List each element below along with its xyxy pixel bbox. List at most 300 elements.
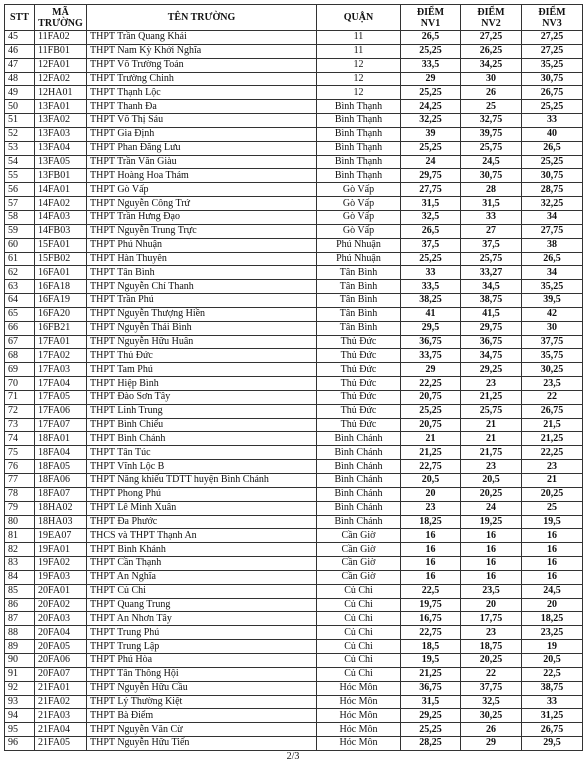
row-stt: 92: [5, 681, 35, 695]
row-school-name: THPT Phan Đăng Lưu: [87, 141, 317, 155]
row-school-code: 21FA02: [35, 695, 87, 709]
row-school-name: THPT Đa Phước: [87, 515, 317, 529]
row-score-nv2: 31,5: [461, 197, 522, 211]
table-row: [5, 141, 583, 155]
row-school-code: 18HA02: [35, 501, 87, 515]
table-row: [5, 737, 583, 751]
row-district: Bình Thạnh: [317, 141, 401, 155]
row-district: Bình Thạnh: [317, 114, 401, 128]
row-stt: 50: [5, 100, 35, 114]
row-district: Củ Chi: [317, 584, 401, 598]
table-row: [5, 709, 583, 723]
row-stt: 52: [5, 127, 35, 141]
header-school-name: TÊN TRƯỜNG: [87, 5, 317, 31]
row-score-nv1: 38,25: [401, 294, 461, 308]
row-score-nv3: 23: [522, 460, 583, 474]
row-score-nv2: 25,75: [461, 404, 522, 418]
row-score-nv2: 23: [461, 626, 522, 640]
row-school-name: THPT Linh Trung: [87, 404, 317, 418]
row-stt: 86: [5, 598, 35, 612]
row-school-name: THPT Bình Chánh: [87, 432, 317, 446]
row-stt: 79: [5, 501, 35, 515]
row-score-nv1: 16: [401, 529, 461, 543]
row-score-nv3: 24,5: [522, 584, 583, 598]
row-stt: 48: [5, 72, 35, 86]
row-score-nv1: 36,75: [401, 681, 461, 695]
row-stt: 68: [5, 349, 35, 363]
row-stt: 69: [5, 363, 35, 377]
table-row: [5, 418, 583, 432]
row-score-nv2: 29,75: [461, 321, 522, 335]
row-district: Hóc Môn: [317, 681, 401, 695]
row-school-name: THPT Nguyễn Trung Trực: [87, 224, 317, 238]
row-score-nv3: 21: [522, 474, 583, 488]
row-score-nv1: 25,25: [401, 404, 461, 418]
row-school-name: THPT Võ Trường Toản: [87, 58, 317, 72]
row-score-nv3: 39,5: [522, 294, 583, 308]
row-score-nv3: 25,25: [522, 100, 583, 114]
row-score-nv1: 27,75: [401, 183, 461, 197]
table-row: [5, 404, 583, 418]
row-score-nv3: 40: [522, 127, 583, 141]
row-district: 12: [317, 58, 401, 72]
row-school-code: 17FA02: [35, 349, 87, 363]
row-school-name: THPT Bình Khánh: [87, 543, 317, 557]
row-stt: 83: [5, 557, 35, 571]
row-district: Thủ Đức: [317, 418, 401, 432]
row-score-nv2: 17,75: [461, 612, 522, 626]
row-score-nv1: 18,25: [401, 515, 461, 529]
row-score-nv1: 20,5: [401, 474, 461, 488]
row-score-nv1: 25,25: [401, 723, 461, 737]
row-score-nv3: 27,75: [522, 224, 583, 238]
row-district: Hóc Môn: [317, 737, 401, 751]
row-score-nv2: 34,75: [461, 349, 522, 363]
row-school-name: THPT Nam Kỳ Khởi Nghĩa: [87, 44, 317, 58]
table-row: [5, 266, 583, 280]
row-score-nv3: 34: [522, 210, 583, 224]
table-row: [5, 58, 583, 72]
table-row: [5, 377, 583, 391]
row-school-code: 18FA04: [35, 446, 87, 460]
row-district: Bình Chánh: [317, 515, 401, 529]
table-row: [5, 72, 583, 86]
row-score-nv1: 31,5: [401, 197, 461, 211]
row-school-code: 14FA02: [35, 197, 87, 211]
row-school-code: 14FA03: [35, 210, 87, 224]
row-score-nv1: 26,5: [401, 224, 461, 238]
row-score-nv2: 18,75: [461, 640, 522, 654]
row-score-nv2: 33,27: [461, 266, 522, 280]
row-score-nv1: 32,5: [401, 210, 461, 224]
row-district: Bình Chánh: [317, 501, 401, 515]
row-school-code: 17FA06: [35, 404, 87, 418]
row-score-nv1: 22,25: [401, 377, 461, 391]
row-school-code: 17FA05: [35, 390, 87, 404]
table-row: [5, 557, 583, 571]
row-district: Củ Chi: [317, 667, 401, 681]
row-school-code: 15FB02: [35, 252, 87, 266]
row-school-code: 18FA05: [35, 460, 87, 474]
row-score-nv1: 33: [401, 266, 461, 280]
row-school-name: THPT Trần Phú: [87, 294, 317, 308]
row-stt: 56: [5, 183, 35, 197]
row-school-code: 17FA04: [35, 377, 87, 391]
row-score-nv3: 34: [522, 266, 583, 280]
row-school-name: THPT Vĩnh Lộc B: [87, 460, 317, 474]
row-district: Hóc Môn: [317, 695, 401, 709]
row-district: Thủ Đức: [317, 390, 401, 404]
table-row: [5, 210, 583, 224]
row-school-code: 12FA01: [35, 58, 87, 72]
table-row: [5, 197, 583, 211]
table-row: [5, 321, 583, 335]
row-score-nv2: 23: [461, 377, 522, 391]
row-school-name: THPT Trung Lập: [87, 640, 317, 654]
row-school-code: 18FA06: [35, 474, 87, 488]
row-stt: 62: [5, 266, 35, 280]
row-score-nv3: 35,25: [522, 58, 583, 72]
score-table-sheet: [4, 4, 583, 751]
row-score-nv1: 32,25: [401, 114, 461, 128]
row-school-code: 16FA19: [35, 294, 87, 308]
table-row: [5, 515, 583, 529]
row-school-code: 19FA01: [35, 543, 87, 557]
row-score-nv1: 31,5: [401, 695, 461, 709]
table-row: [5, 169, 583, 183]
row-stt: 53: [5, 141, 35, 155]
row-score-nv3: 16: [522, 570, 583, 584]
row-school-name: THPT An Nghĩa: [87, 570, 317, 584]
row-score-nv2: 41,5: [461, 307, 522, 321]
row-district: Bình Thạnh: [317, 127, 401, 141]
row-score-nv2: 22: [461, 667, 522, 681]
row-score-nv1: 16: [401, 543, 461, 557]
row-school-name: THPT Hàn Thuyên: [87, 252, 317, 266]
row-school-name: THPT Gò Vấp: [87, 183, 317, 197]
row-school-code: 20FA06: [35, 653, 87, 667]
row-stt: 46: [5, 44, 35, 58]
row-score-nv3: 27,25: [522, 44, 583, 58]
row-score-nv3: 38,75: [522, 681, 583, 695]
row-stt: 80: [5, 515, 35, 529]
row-school-name: THCS và THPT Thạnh An: [87, 529, 317, 543]
row-stt: 45: [5, 31, 35, 45]
row-school-code: 21FA04: [35, 723, 87, 737]
row-score-nv3: 20: [522, 598, 583, 612]
table-row: [5, 238, 583, 252]
table-row: [5, 390, 583, 404]
row-score-nv3: 35,75: [522, 349, 583, 363]
row-stt: 74: [5, 432, 35, 446]
row-score-nv2: 24,5: [461, 155, 522, 169]
row-school-code: 13FA01: [35, 100, 87, 114]
row-score-nv1: 26,5: [401, 31, 461, 45]
row-school-code: 16FA20: [35, 307, 87, 321]
table-row: [5, 252, 583, 266]
row-score-nv1: 23: [401, 501, 461, 515]
row-school-name: THPT Phú Nhuận: [87, 238, 317, 252]
page-number: 2/3: [286, 751, 300, 762]
row-score-nv3: 21,25: [522, 432, 583, 446]
row-stt: 77: [5, 474, 35, 488]
row-score-nv2: 26,25: [461, 44, 522, 58]
row-school-code: 18FA07: [35, 487, 87, 501]
row-district: Tân Bình: [317, 280, 401, 294]
row-score-nv1: 29: [401, 72, 461, 86]
row-score-nv2: 21,25: [461, 390, 522, 404]
row-score-nv3: 18,25: [522, 612, 583, 626]
row-score-nv2: 20: [461, 598, 522, 612]
table-row: [5, 86, 583, 100]
row-score-nv1: 25,25: [401, 141, 461, 155]
row-district: Thủ Đức: [317, 404, 401, 418]
table-row: [5, 626, 583, 640]
row-stt: 96: [5, 737, 35, 751]
row-school-code: 15FA01: [35, 238, 87, 252]
row-score-nv3: 25: [522, 501, 583, 515]
row-stt: 85: [5, 584, 35, 598]
row-score-nv2: 30,25: [461, 709, 522, 723]
row-school-code: 12HA01: [35, 86, 87, 100]
row-school-name: THPT Nguyễn Hữu Tiến: [87, 737, 317, 751]
row-score-nv3: 35,25: [522, 280, 583, 294]
row-school-code: 18FA01: [35, 432, 87, 446]
row-stt: 73: [5, 418, 35, 432]
row-stt: 93: [5, 695, 35, 709]
table-row: [5, 335, 583, 349]
row-score-nv2: 32,5: [461, 695, 522, 709]
row-school-code: 12FA02: [35, 72, 87, 86]
table-row: [5, 723, 583, 737]
row-school-name: THPT Bình Chiểu: [87, 418, 317, 432]
table-row: [5, 681, 583, 695]
row-score-nv3: 30: [522, 321, 583, 335]
row-stt: 84: [5, 570, 35, 584]
row-score-nv3: 37,75: [522, 335, 583, 349]
row-school-code: 17FA03: [35, 363, 87, 377]
row-school-name: THPT Tân Thông Hội: [87, 667, 317, 681]
row-school-name: THPT Thạnh Lộc: [87, 86, 317, 100]
row-score-nv1: 21: [401, 432, 461, 446]
row-score-nv2: 34,25: [461, 58, 522, 72]
row-school-code: 20FA04: [35, 626, 87, 640]
row-score-nv1: 20: [401, 487, 461, 501]
row-stt: 66: [5, 321, 35, 335]
row-score-nv3: 38: [522, 238, 583, 252]
row-district: Gò Vấp: [317, 210, 401, 224]
row-school-name: THPT Trần Quang Khải: [87, 31, 317, 45]
row-school-code: 19FA02: [35, 557, 87, 571]
row-score-nv1: 16: [401, 570, 461, 584]
row-stt: 47: [5, 58, 35, 72]
row-score-nv2: 24: [461, 501, 522, 515]
row-score-nv1: 22,75: [401, 626, 461, 640]
row-school-code: 13FA03: [35, 127, 87, 141]
row-stt: 67: [5, 335, 35, 349]
row-score-nv1: 36,75: [401, 335, 461, 349]
row-stt: 82: [5, 543, 35, 557]
row-school-code: 13FA02: [35, 114, 87, 128]
table-row: [5, 584, 583, 598]
row-stt: 51: [5, 114, 35, 128]
row-district: 11: [317, 44, 401, 58]
row-score-nv2: 16: [461, 557, 522, 571]
row-score-nv3: 16: [522, 543, 583, 557]
row-school-code: 20FA07: [35, 667, 87, 681]
row-score-nv2: 33: [461, 210, 522, 224]
row-stt: 89: [5, 640, 35, 654]
row-stt: 88: [5, 626, 35, 640]
row-score-nv2: 25,75: [461, 252, 522, 266]
table-row: [5, 598, 583, 612]
row-school-code: 13FA04: [35, 141, 87, 155]
row-district: Phú Nhuận: [317, 252, 401, 266]
row-score-nv3: 16: [522, 557, 583, 571]
table-row: [5, 695, 583, 709]
row-stt: 49: [5, 86, 35, 100]
table-body: [5, 31, 583, 751]
row-score-nv3: 42: [522, 307, 583, 321]
row-score-nv1: 29,5: [401, 321, 461, 335]
row-school-name: THPT Võ Thị Sáu: [87, 114, 317, 128]
row-score-nv2: 39,75: [461, 127, 522, 141]
row-school-name: THPT Nguyễn Chí Thanh: [87, 280, 317, 294]
table-row: [5, 487, 583, 501]
row-score-nv2: 21,75: [461, 446, 522, 460]
row-score-nv1: 39: [401, 127, 461, 141]
row-district: Tân Bình: [317, 307, 401, 321]
row-score-nv1: 22,75: [401, 460, 461, 474]
table-row: [5, 612, 583, 626]
row-score-nv3: 22,5: [522, 667, 583, 681]
row-district: Bình Thạnh: [317, 169, 401, 183]
row-score-nv2: 16: [461, 529, 522, 543]
row-score-nv3: 26,75: [522, 723, 583, 737]
row-district: Củ Chi: [317, 640, 401, 654]
row-school-code: 11FA02: [35, 31, 87, 45]
row-district: 11: [317, 31, 401, 45]
row-score-nv1: 25,25: [401, 86, 461, 100]
row-stt: 76: [5, 460, 35, 474]
row-school-name: THPT Tân Bình: [87, 266, 317, 280]
header-stt: STT: [5, 5, 35, 31]
table-row: [5, 570, 583, 584]
row-score-nv2: 38,75: [461, 294, 522, 308]
row-district: Bình Chánh: [317, 487, 401, 501]
row-district: Thủ Đức: [317, 377, 401, 391]
row-school-name: THPT Tam Phú: [87, 363, 317, 377]
row-score-nv1: 16,75: [401, 612, 461, 626]
row-score-nv3: 23,5: [522, 377, 583, 391]
row-score-nv1: 24,25: [401, 100, 461, 114]
row-score-nv1: 29,75: [401, 169, 461, 183]
row-school-code: 18HA03: [35, 515, 87, 529]
row-school-name: THPT Lý Thường Kiệt: [87, 695, 317, 709]
row-score-nv3: 19,5: [522, 515, 583, 529]
row-school-code: 21FA01: [35, 681, 87, 695]
row-school-code: 21FA05: [35, 737, 87, 751]
row-school-name: THPT Bà Điểm: [87, 709, 317, 723]
row-school-name: THPT Nguyễn Công Trứ: [87, 197, 317, 211]
row-school-code: 20FA05: [35, 640, 87, 654]
row-stt: 78: [5, 487, 35, 501]
header-score-nv1: ĐIỂM NV1: [401, 5, 461, 31]
row-score-nv1: 24: [401, 155, 461, 169]
row-school-code: 16FB21: [35, 321, 87, 335]
row-district: Hóc Môn: [317, 709, 401, 723]
row-district: Củ Chi: [317, 626, 401, 640]
row-score-nv2: 21: [461, 418, 522, 432]
row-school-code: 16FA01: [35, 266, 87, 280]
row-school-name: THPT Củ Chi: [87, 584, 317, 598]
table-row: [5, 307, 583, 321]
row-score-nv2: 27,25: [461, 31, 522, 45]
row-district: Gò Vấp: [317, 183, 401, 197]
row-score-nv3: 22: [522, 390, 583, 404]
row-score-nv3: 21,5: [522, 418, 583, 432]
row-stt: 87: [5, 612, 35, 626]
table-row: [5, 529, 583, 543]
row-score-nv2: 26: [461, 723, 522, 737]
row-district: Thủ Đức: [317, 363, 401, 377]
row-stt: 91: [5, 667, 35, 681]
row-score-nv2: 30: [461, 72, 522, 86]
table-header-row: [5, 5, 583, 31]
row-school-name: THPT Cần Thạnh: [87, 557, 317, 571]
row-score-nv3: 26,75: [522, 86, 583, 100]
row-score-nv3: 20,25: [522, 487, 583, 501]
row-score-nv1: 21,25: [401, 446, 461, 460]
row-stt: 81: [5, 529, 35, 543]
row-stt: 70: [5, 377, 35, 391]
row-score-nv1: 19,5: [401, 653, 461, 667]
table-row: [5, 114, 583, 128]
row-score-nv3: 30,75: [522, 169, 583, 183]
row-score-nv2: 23: [461, 460, 522, 474]
row-score-nv2: 21: [461, 432, 522, 446]
row-school-name: THPT Nguyễn Hữu Huân: [87, 335, 317, 349]
table-row: [5, 183, 583, 197]
row-stt: 64: [5, 294, 35, 308]
row-score-nv2: 34,5: [461, 280, 522, 294]
row-score-nv3: 19: [522, 640, 583, 654]
row-score-nv2: 20,25: [461, 487, 522, 501]
row-score-nv2: 26: [461, 86, 522, 100]
row-stt: 94: [5, 709, 35, 723]
table-row: [5, 653, 583, 667]
row-score-nv2: 16: [461, 570, 522, 584]
row-score-nv3: 31,25: [522, 709, 583, 723]
row-school-name: THPT Đào Sơn Tây: [87, 390, 317, 404]
row-score-nv2: 16: [461, 543, 522, 557]
table-row: [5, 280, 583, 294]
row-school-name: THPT Nguyễn Hữu Cầu: [87, 681, 317, 695]
row-school-name: THPT Trần Hưng Đạo: [87, 210, 317, 224]
row-score-nv2: 27: [461, 224, 522, 238]
row-stt: 55: [5, 169, 35, 183]
row-school-code: 21FA03: [35, 709, 87, 723]
row-stt: 59: [5, 224, 35, 238]
row-district: Hóc Môn: [317, 723, 401, 737]
row-score-nv1: 25,25: [401, 44, 461, 58]
row-score-nv1: 16: [401, 557, 461, 571]
row-school-name: THPT Lê Minh Xuân: [87, 501, 317, 515]
row-school-name: THPT An Nhơn Tây: [87, 612, 317, 626]
row-stt: 58: [5, 210, 35, 224]
row-district: 12: [317, 72, 401, 86]
row-score-nv1: 22,5: [401, 584, 461, 598]
